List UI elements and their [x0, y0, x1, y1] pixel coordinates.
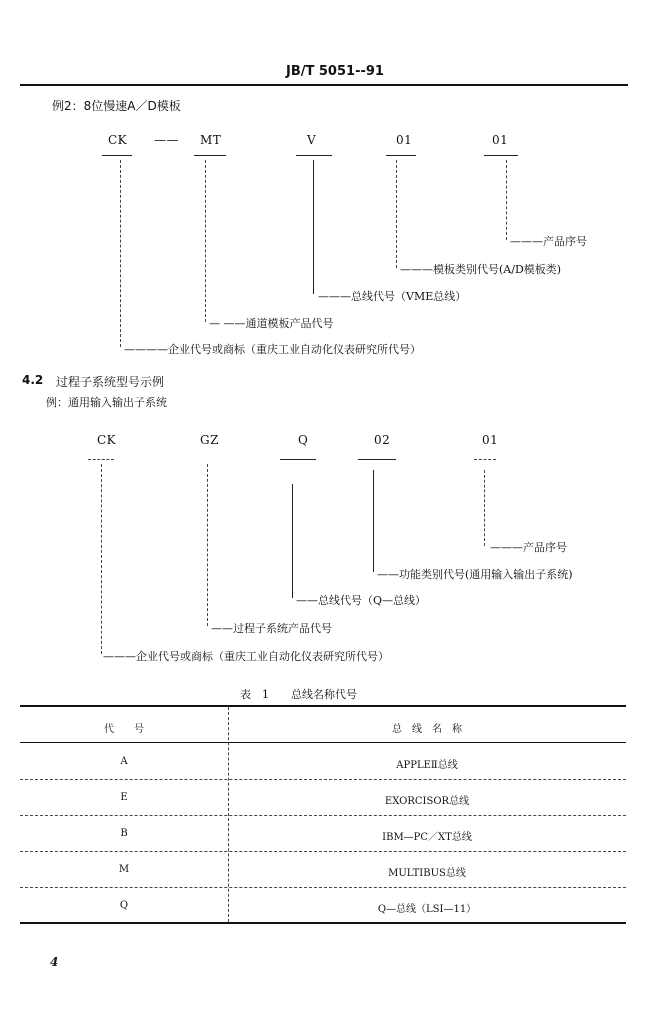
standard-header: JB/T 5051--91: [286, 64, 384, 79]
code-dash: ——: [154, 133, 179, 147]
underline-01b: [484, 155, 518, 156]
leader-ck-2: [101, 464, 102, 654]
example2-title: 例2：8位慢速A／D模板: [52, 99, 181, 113]
underline-q: [280, 459, 316, 460]
code-v: V: [307, 133, 317, 147]
code-01b: 01: [492, 133, 509, 147]
leader-mt: [205, 160, 206, 322]
underline-ck: [102, 155, 132, 156]
table-row: APPLEⅡ总线: [396, 760, 458, 771]
table-row: Q—总线（LSI—11）: [377, 904, 477, 915]
section-number: 4.2: [22, 373, 44, 387]
label-enterprise-code: ————企业代号或商标（重庆工业自动化仪表研究所代号）: [124, 343, 421, 356]
code-mt: MT: [200, 133, 222, 147]
header-rule: [20, 84, 628, 86]
underline-01a: [386, 155, 416, 156]
underline-01c: [474, 459, 496, 460]
label-product-serial: ———产品序号: [510, 235, 587, 248]
label-function-category: ——功能类别代号(通用输入输出子系统): [377, 568, 573, 581]
page-number: 4: [50, 955, 59, 969]
table-top-rule: [20, 705, 626, 707]
underline-mt: [194, 155, 226, 156]
leader-q: [292, 484, 293, 598]
leader-01a: [396, 160, 397, 268]
table-header-code: 代 号: [104, 724, 144, 735]
table-row: MULTIBUS总线: [388, 868, 466, 879]
leader-v: [313, 160, 314, 294]
table-bottom-rule: [20, 922, 626, 924]
table-row: B: [120, 828, 128, 839]
table-row: E: [120, 792, 128, 803]
leader-01b: [506, 160, 507, 240]
table-header-name: 总 线 名 称: [392, 724, 462, 735]
section-example: 例：通用输入输出子系统: [46, 396, 167, 409]
table-row-rule-3: [20, 851, 626, 852]
leader-ck: [120, 160, 121, 347]
leader-02: [373, 470, 374, 572]
underline-ck-2: [88, 459, 114, 460]
table-row: EXORCISOR总线: [384, 796, 470, 807]
label-channel-template: — ——通道模板产品代号: [209, 317, 334, 330]
table-row-rule-4: [20, 887, 626, 888]
label-bus-code: ———总线代号（VME总线）: [318, 290, 467, 303]
label-bus-code-2: ——总线代号（Q—总线）: [296, 594, 427, 607]
code-01a: 01: [396, 133, 413, 147]
leader-01c: [484, 470, 485, 546]
table-row: M: [118, 864, 130, 875]
label-enterprise-code-2: ———企业代号或商标（重庆工业自动化仪表研究所代号）: [103, 650, 389, 663]
code-gz: GZ: [200, 433, 219, 447]
section-title: 过程子系统型号示例: [56, 375, 165, 389]
code-01c: 01: [482, 433, 499, 447]
label-template-category: ———模板类别代号(A/D模板类): [400, 263, 562, 276]
code-02: 02: [374, 433, 391, 447]
table-row: IBM—PC／XT总线: [382, 832, 472, 843]
leader-gz: [207, 464, 208, 626]
label-product-serial-2: ———产品序号: [490, 541, 567, 554]
underline-02: [358, 459, 396, 460]
underline-v: [296, 155, 332, 156]
code-q: Q: [298, 433, 309, 447]
label-process-subsystem: ——过程子系统产品代号: [211, 622, 332, 635]
table-column-divider: [228, 707, 229, 922]
table-row: A: [120, 756, 128, 767]
code-ck: CK: [108, 133, 128, 147]
code-ck-2: CK: [97, 433, 117, 447]
table-row: Q: [119, 900, 129, 911]
table-row-rule-1: [20, 779, 626, 780]
table-caption: 表 1 总线名称代号: [240, 688, 357, 701]
table-row-rule-2: [20, 815, 626, 816]
table-header-rule: [20, 742, 626, 743]
